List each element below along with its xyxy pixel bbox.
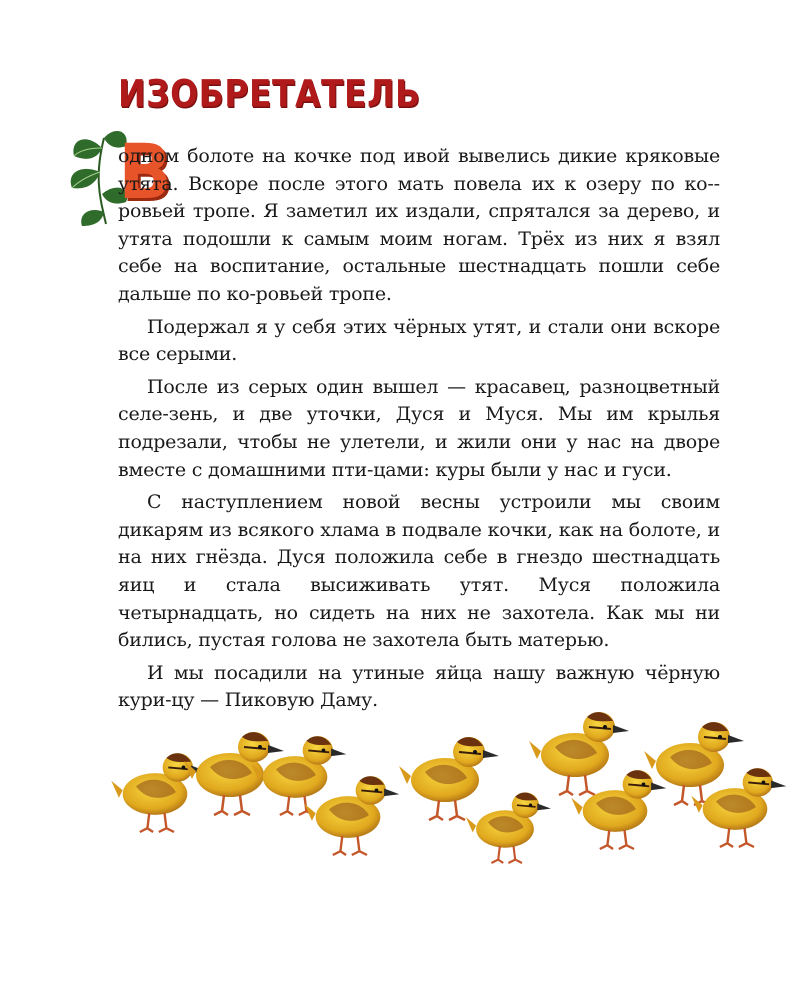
- paragraph: Подержал я у себя этих чёрных утят, и стали они вскоре все серыми.: [118, 315, 720, 366]
- page-title: ИЗОБРЕТАТЕЛЬ: [118, 72, 421, 116]
- duckling: [529, 712, 629, 795]
- paragraph: С наступлением новой весны устроили мы своим дикарям из всякого хлама в подвале кочки, как на болоте, и на них гнёзда. Дуся положила себе в гнездо шестнадцать яиц и стала высиживать утят. Муся положила четырнадцать, но сидеть на них не захотела. Как мы ни бились, пустая голова не захотела быть матерью.: [118, 491, 720, 652]
- paragraph: одном болоте на кочке под ивой вывелись дикие кряковые утята. Вскоре после этого мать повела их к озеру по ко-ровьей тропе. Я заметил их издали, спрятался за дерево, и утята подошли к самым моим ногам. Трёх из них я взял себе на воспитание, остальные шестнадцать пошли себе дальше по ко-ровьей тропе.: [118, 145, 720, 305]
- drop-cap-letter: В: [118, 127, 172, 216]
- ducklings-illustration: [100, 680, 790, 870]
- body-text: [118, 143, 720, 720]
- duckling: [466, 792, 551, 863]
- paragraph: И мы посадили на утиные яйца нашу важную чёрную кури-цу — Пиковую Даму.: [118, 661, 720, 712]
- paragraph: После из серых один вышел — красавец, разноцветный селе-зень, и две уточки, Дуся и Муся. Мы им крылья подрезали, чтобы не улетели, и жили они у нас на дворе вместе с домашними пти-цами: куры были у нас и гуси.: [118, 375, 720, 481]
- duckling: [111, 753, 206, 832]
- duckling: [399, 737, 499, 820]
